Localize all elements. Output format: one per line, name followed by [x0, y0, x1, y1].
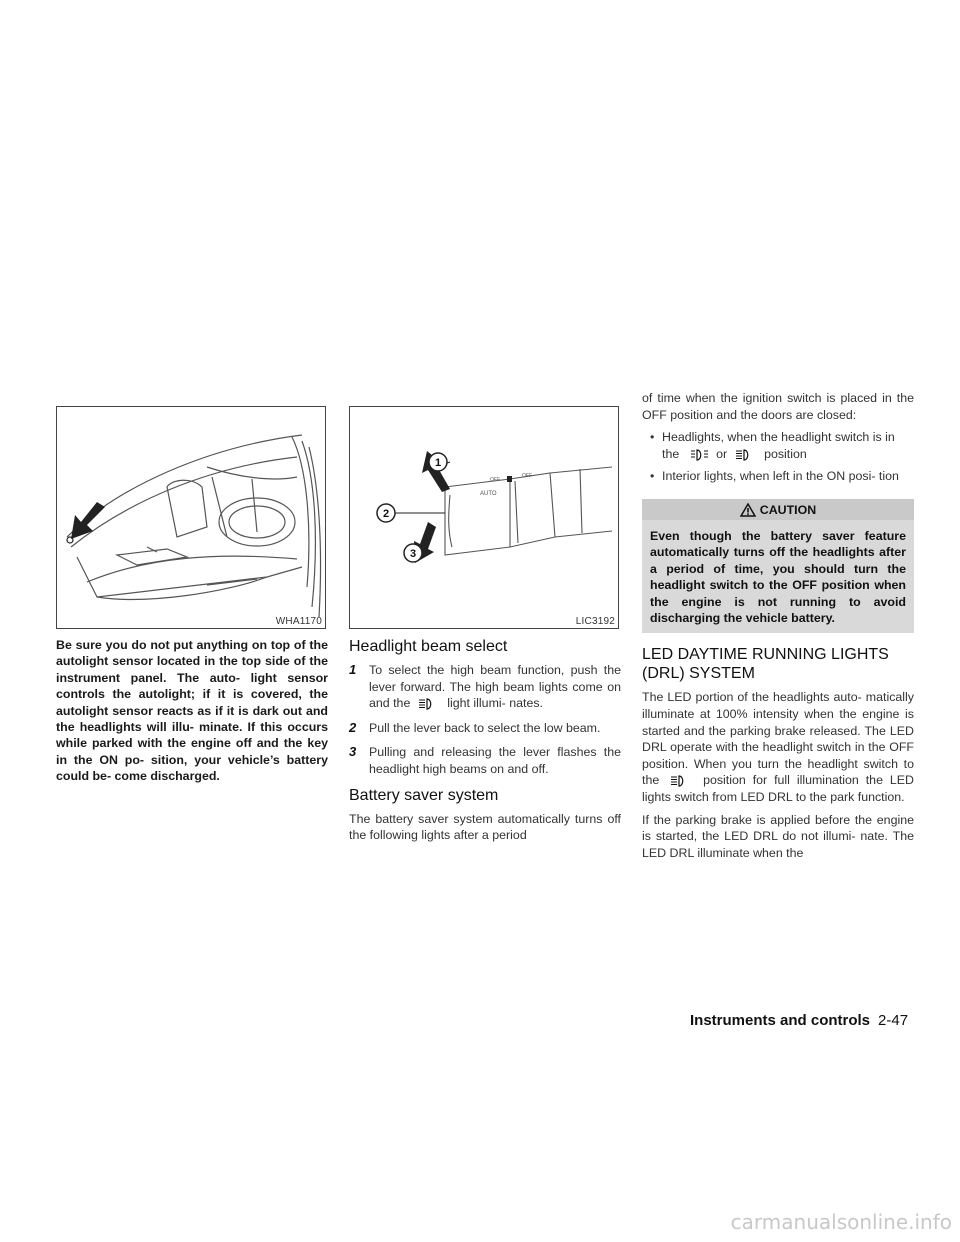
heading-battery-saver: Battery saver system	[349, 786, 499, 804]
step-text: Pulling and releasing the lever flashes the headlight high beams on and off.	[369, 745, 621, 776]
callout-3: 3	[409, 548, 417, 560]
step-number: 1	[349, 662, 357, 677]
section-title: Instruments and controls	[690, 1012, 871, 1029]
auto-mark: AUTO	[480, 491, 497, 497]
off-mark-1: OFF	[490, 477, 500, 483]
battery-saver-text: The battery saver system automatically turns off the following lights after a period	[349, 811, 621, 843]
drl-paragraph-2: If the parking brake is applied before the engine is started, the LED DRL do not illumi- nate. The LED DRL illuminate when the	[642, 812, 914, 860]
heading-headlight-beam: Headlight beam select	[349, 638, 508, 655]
drl-text-before: The LED portion of the headlights auto- matically illuminate at 100% intensity when the engine is started and the parking brake released. The LED DRL operate with the headlight switch in the OFF position. When you turn the headlight switch to the	[642, 690, 914, 788]
autolight-sensor-figure	[56, 406, 326, 629]
warning-triangle-icon	[740, 503, 756, 517]
step-number: 3	[349, 744, 357, 760]
list-item	[642, 429, 914, 462]
headlight-position-icon	[687, 449, 709, 461]
step-2	[349, 720, 621, 737]
step-3	[349, 744, 621, 777]
headlight-lever-figure	[349, 406, 619, 629]
battery-saver-continued: of time when the ignition switch is placed in the OFF position and the doors are closed:	[642, 391, 914, 422]
figure-id: LIC3192	[575, 616, 615, 627]
bullet-text-or: or	[716, 446, 728, 461]
step-text-before: To select the high beam function, push the lever forward. The high beam lights come on and the	[369, 663, 621, 711]
off-mark-2: OFF	[522, 473, 532, 479]
autolight-warning-text: Be sure you do not put anything on top of the autolight sensor located in the top side of the instrument panel. The auto- light sensor controls the autolight; if it is covered, the autolight sensor reacts as if it is dark out and the headlights will illu- minate. If this occurs while parked with the engine off and the key in the ON po- sition, your vehicle’s battery could be- come discharged.	[56, 638, 328, 784]
drl-text-after: position for full illumination the LED lights switch from LED DRL to the park function.	[642, 773, 914, 804]
step-text: Pull the lever back to select the low beam.	[369, 720, 601, 735]
figure-id: WHA1170	[275, 616, 322, 627]
high-beam-icon	[735, 449, 757, 461]
step-number: 2	[349, 719, 357, 735]
dashboard-illustration	[57, 407, 326, 629]
caution-header	[642, 499, 914, 520]
page-number: 2-47	[878, 1012, 909, 1029]
right-column	[642, 390, 914, 867]
high-beam-icon	[670, 775, 692, 787]
list-item	[642, 468, 914, 485]
bullet-text-after: position	[764, 446, 807, 461]
bullet-icon: •	[650, 469, 655, 484]
lever-illustration	[350, 407, 619, 629]
heading-drl: LED DAYTIME RUNNING LIGHTS (DRL) SYSTEM	[642, 646, 889, 683]
bullet-text-before: Headlights, when the headlight switch is in the	[662, 430, 895, 461]
high-beam-icon	[418, 698, 440, 710]
drl-paragraph-1	[642, 689, 914, 805]
caution-box	[642, 499, 914, 633]
watermark: carmanualsonline.info	[730, 1210, 952, 1234]
step-text-after: light illumi- nates.	[447, 696, 543, 711]
left-column	[56, 406, 328, 785]
lights-list	[642, 429, 914, 485]
middle-column	[349, 406, 621, 850]
page-footer	[690, 1012, 908, 1029]
step-1	[349, 662, 621, 712]
callout-1: 1	[434, 457, 442, 469]
caution-title: CAUTION	[759, 502, 817, 517]
bullet-text: Interior lights, when left in the ON posi- tion	[662, 469, 899, 484]
bullet-icon: •	[650, 430, 655, 445]
caution-text: Even though the battery saver feature automatically turns off the headlights after a period of time, you should turn the headlight switch to the OFF position when the engine is not running to avoid discharging the vehicle battery.	[650, 528, 906, 625]
callout-2: 2	[382, 508, 390, 520]
